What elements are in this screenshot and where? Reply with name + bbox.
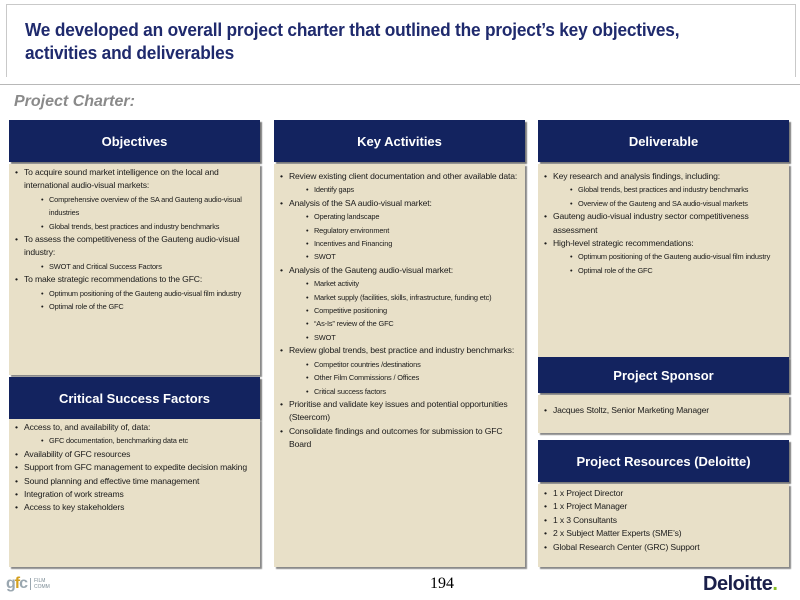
csf-heading: Critical Success Factors <box>9 377 260 419</box>
bullet-item: • Gauteng audio-visual industry sector competitiveness assessment <box>538 210 789 237</box>
bullet-item: • Prioritise and validate key issues and potential opportunities (Steercom) <box>274 398 525 425</box>
bullet-item: • Access to, and availability of, data: <box>9 421 260 434</box>
sub-bullet-item: • Optimum positioning of the Gauteng audio-visual film industry <box>538 250 789 263</box>
objectives-heading: Objectives <box>9 120 260 162</box>
sub-bullet-item: • Operating landscape <box>274 210 525 223</box>
gfc-logo-film: FILM <box>34 578 46 584</box>
gfc-logo-g: g <box>6 575 15 592</box>
sub-bullet-item: • SWOT and Critical Success Factors <box>9 260 260 273</box>
bullet-item: • Analysis of the SA audio-visual market: <box>274 197 525 210</box>
sub-bullet-item: • GFC documentation, benchmarking data etc <box>9 434 260 447</box>
bullet-item: • Support from GFC management to expedite decision making <box>9 461 260 474</box>
bullet-item: • Jacques Stoltz, Senior Marketing Manager <box>538 404 789 417</box>
csf-list <box>9 421 260 515</box>
deloitte-logo-word: Deloitte <box>703 573 773 595</box>
gfc-logo-comm: COMM <box>34 584 50 590</box>
sub-bullet-item: • Optimal role of the GFC <box>538 264 789 277</box>
bullet-item: • To make strategic recommendations to the GFC: <box>9 273 260 286</box>
sub-bullet-item: • Global trends, best practices and industry benchmarks <box>9 220 260 233</box>
key-activities-panel <box>274 164 525 567</box>
project-resources-list <box>538 487 789 554</box>
sub-bullet-item: • Competitive positioning <box>274 304 525 317</box>
sub-bullet-item: • Identify gaps <box>274 183 525 196</box>
bullet-item: • Global Research Center (GRC) Support <box>538 541 789 554</box>
gfc-logo-c: c <box>19 575 28 592</box>
gfc-logo-f: f <box>14 575 20 592</box>
bullet-item: • Review existing client documentation and other available data: <box>274 170 525 183</box>
sub-bullet-item: • SWOT <box>274 331 525 344</box>
bullet-item: • Access to key stakeholders <box>9 501 260 514</box>
project-sponsor-heading: Project Sponsor <box>538 357 789 393</box>
sub-bullet-item: • Other Film Commissions / Offices <box>274 371 525 384</box>
bullet-item: • Key research and analysis findings, including: <box>538 170 789 183</box>
sub-bullet-item: • Optimum positioning of the Gauteng audio-visual film industry <box>9 287 260 300</box>
bullet-item: • To acquire sound market intelligence on the local and international audio-visual markets: <box>9 166 260 193</box>
title-divider <box>0 84 800 85</box>
bullet-item: • Analysis of the Gauteng audio-visual market: <box>274 264 525 277</box>
sub-bullet-item: • “As-Is” review of the GFC <box>274 317 525 330</box>
objectives-list <box>9 166 260 313</box>
sub-bullet-item: • Critical success factors <box>274 385 525 398</box>
bullet-item: • Availability of GFC resources <box>9 448 260 461</box>
bullet-item: • Review global trends, best practice and industry benchmarks: <box>274 344 525 357</box>
deloitte-logo <box>703 573 777 596</box>
sub-bullet-item: • Market activity <box>274 277 525 290</box>
project-resources-panel <box>538 484 789 567</box>
objectives-panel <box>9 164 260 375</box>
deliverable-heading: Deliverable <box>538 120 789 162</box>
deliverable-list <box>538 170 789 277</box>
deliverable-panel <box>538 164 789 357</box>
sub-bullet-item: • SWOT <box>274 250 525 263</box>
deloitte-logo-dot: . <box>772 573 778 595</box>
gfc-logo <box>6 574 50 594</box>
bullet-item: • High-level strategic recommendations: <box>538 237 789 250</box>
sub-bullet-item: • Competitor countries /destinations <box>274 358 525 371</box>
bullet-item: • Consolidate findings and outcomes for submission to GFC Board <box>274 425 525 452</box>
sub-bullet-item: • Overview of the Gauteng and SA audio-visual markets <box>538 197 789 210</box>
bullet-item: • 1 x Project Manager <box>538 500 789 513</box>
sub-bullet-item: • Comprehensive overview of the SA and Gauteng audio-visual industries <box>9 193 260 220</box>
bullet-item: • 1 x Project Director <box>538 487 789 500</box>
sub-bullet-item: • Regulatory environment <box>274 224 525 237</box>
csf-panel <box>9 419 260 567</box>
page-title: We developed an overall project charter that outlined the project’s key objectives, activities and deliverables <box>25 20 680 63</box>
project-sponsor-panel <box>538 395 789 433</box>
key-activities-heading: Key Activities <box>274 120 525 162</box>
bullet-item: • To assess the competitiveness of the Gauteng audio-visual industry: <box>9 233 260 260</box>
key-activities-list <box>274 170 525 452</box>
section-subtitle: Project Charter: <box>14 93 135 110</box>
bullet-item: • 1 x 3 Consultants <box>538 514 789 527</box>
bullet-item: • Sound planning and effective time management <box>9 475 260 488</box>
project-sponsor-list <box>538 404 789 417</box>
bullet-item: • 2 x Subject Matter Experts (SME’s) <box>538 527 789 540</box>
page-number: 194 <box>430 575 454 592</box>
bullet-item: • Integration of work streams <box>9 488 260 501</box>
sub-bullet-item: • Incentives and Financing <box>274 237 525 250</box>
sub-bullet-item: • Optimal role of the GFC <box>9 300 260 313</box>
sub-bullet-item: • Market supply (facilities, skills, infrastructure, funding etc) <box>274 291 525 304</box>
title-box <box>6 4 796 77</box>
project-resources-heading: Project Resources (Deloitte) <box>538 440 789 482</box>
sub-bullet-item: • Global trends, best practices and industry benchmarks <box>538 183 789 196</box>
